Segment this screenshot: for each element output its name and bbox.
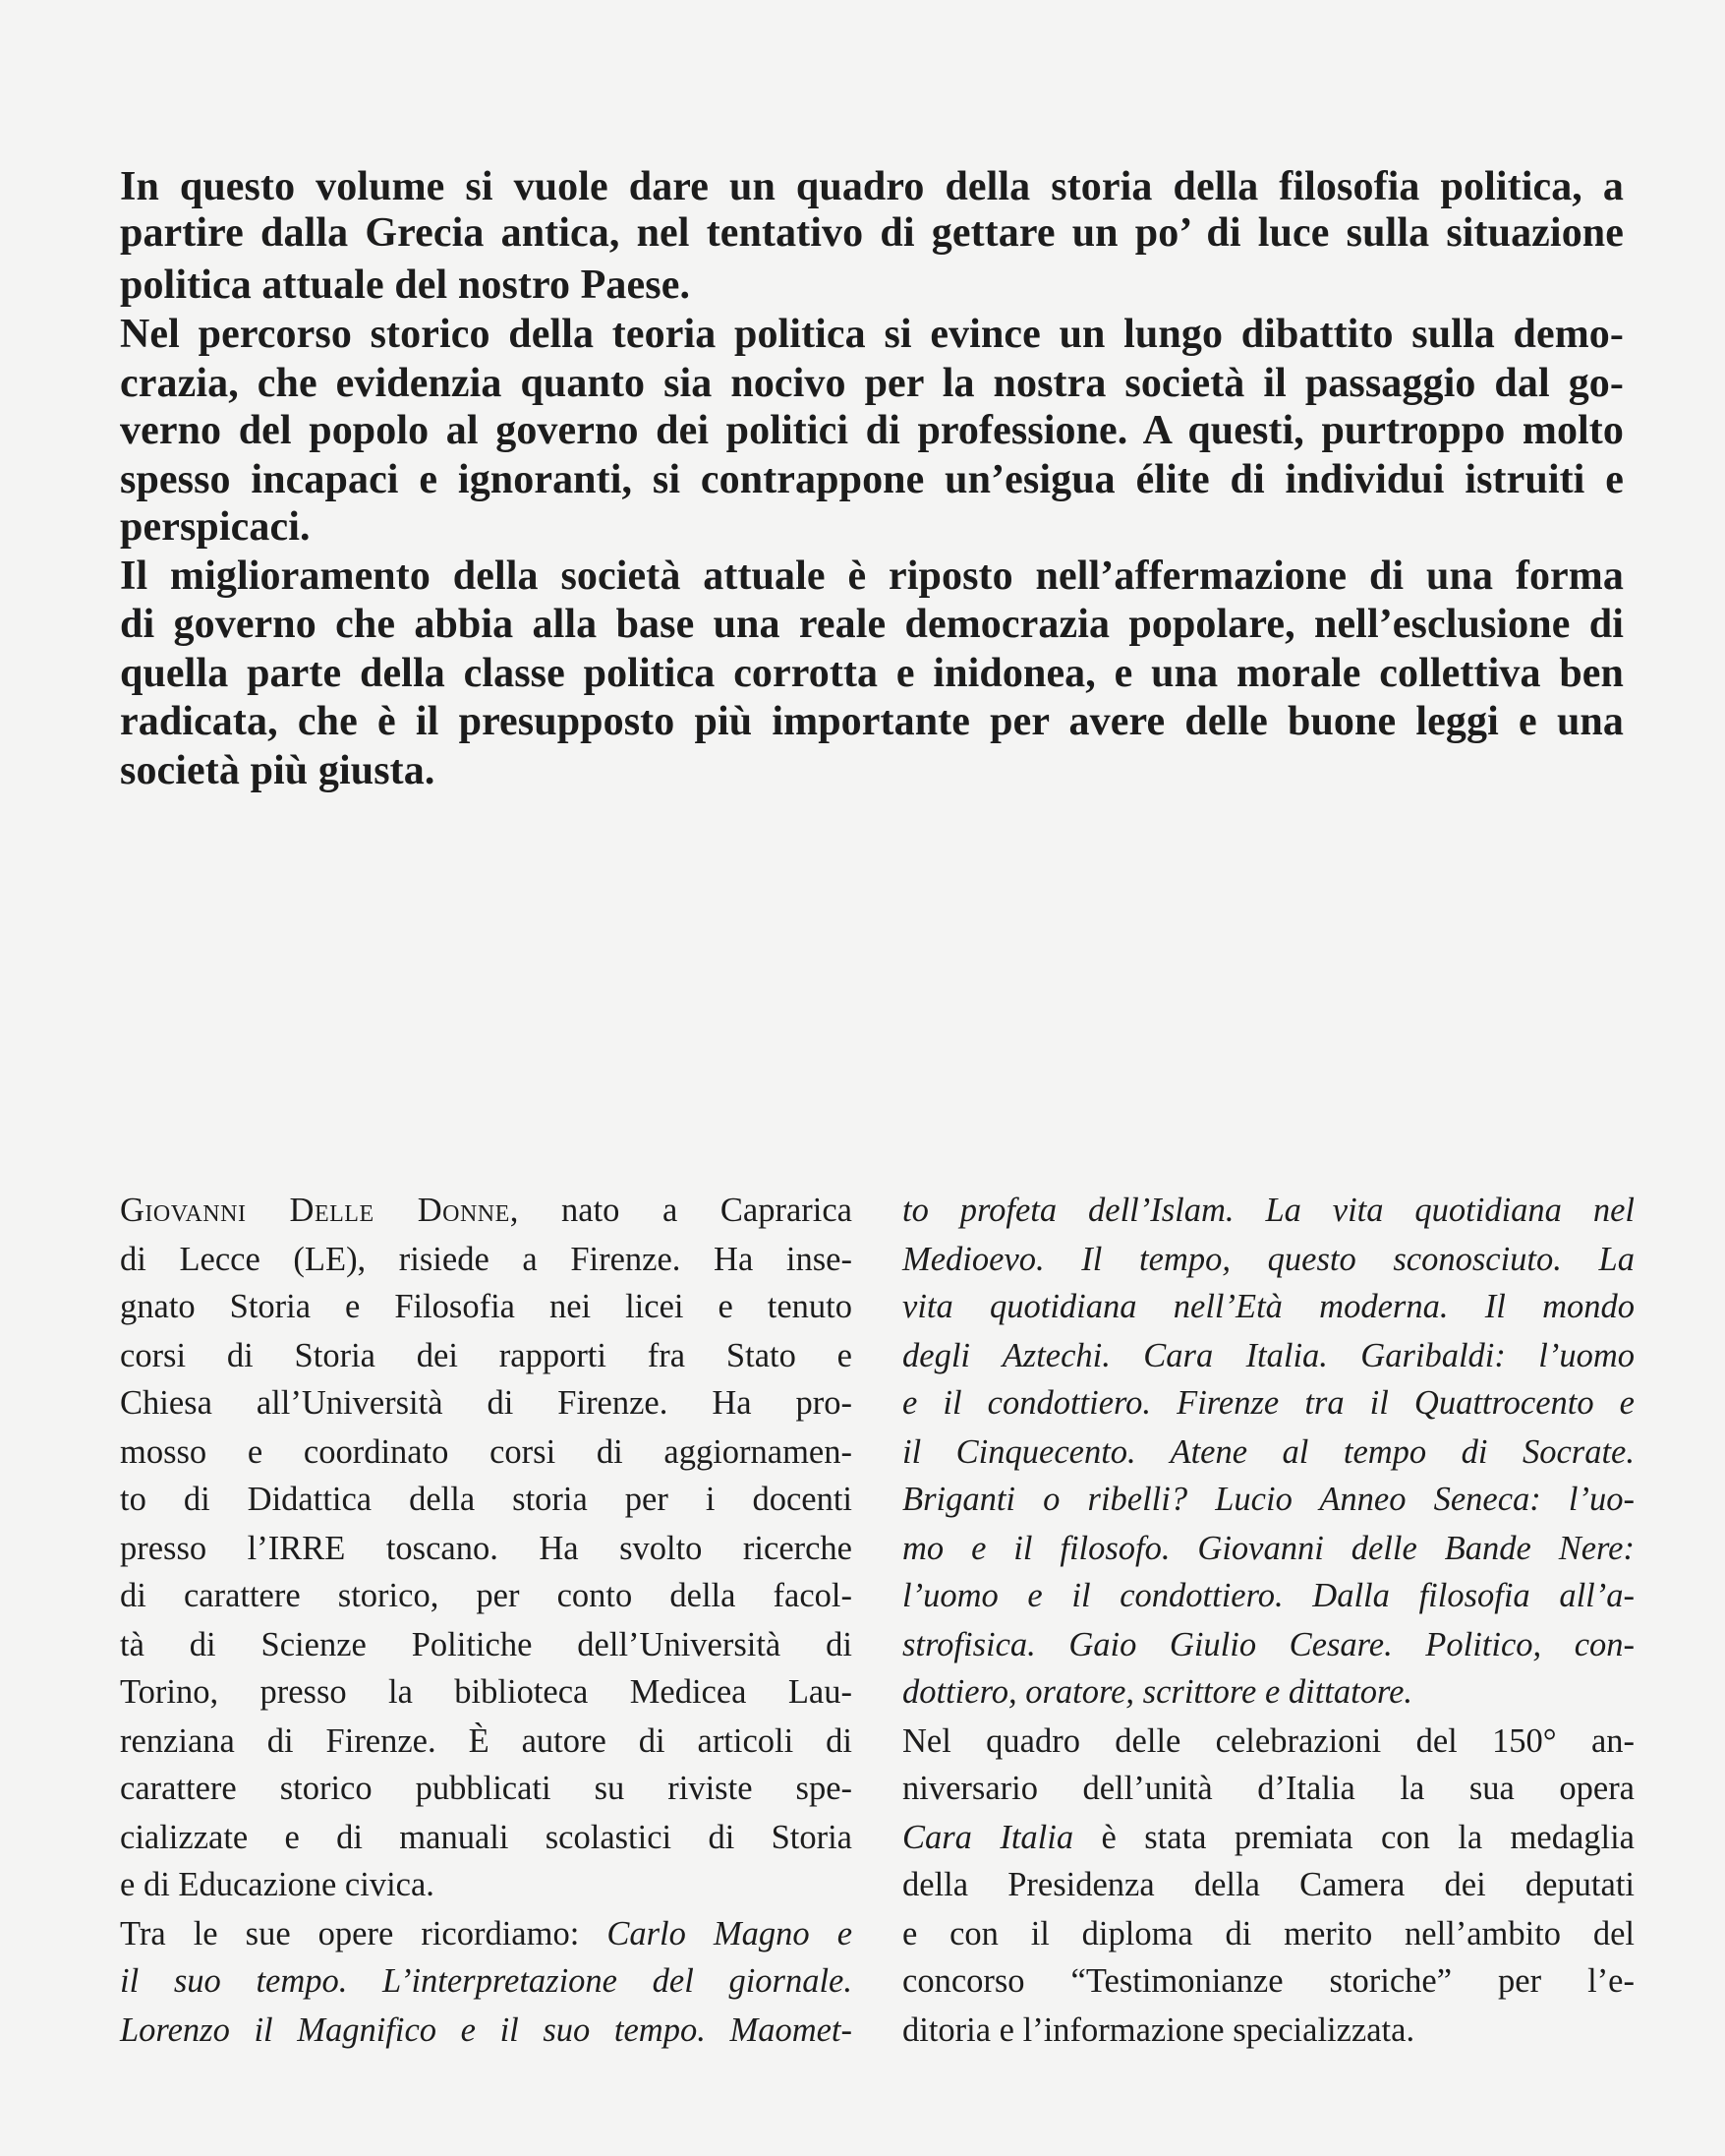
bio-line: strofisica. Gaio Giulio Cesare. Politico, con- [902, 1626, 1635, 1663]
bio-line: della Presidenza della Camera dei deputati [902, 1866, 1635, 1903]
abstract-line: Il miglioramento della società attuale è riposto nell’affermazione di una forma [120, 554, 1624, 599]
bio-line: mo e il filosofo. Giovanni delle Bande Nere: [902, 1530, 1635, 1567]
bio-line: Cara Italia è stata premiata con la medaglia [902, 1819, 1635, 1856]
bio-line: to profeta dell’Islam. La vita quotidiana nel [902, 1192, 1635, 1229]
bio-line: Chiesa all’Università di Firenze. Ha pro- [120, 1384, 852, 1422]
bio-line: niversario dell’unità d’Italia la sua opera [902, 1770, 1635, 1807]
bio-line: mosso e coordinato corsi di aggiornamen- [120, 1433, 852, 1471]
abstract-line: partire dalla Grecia antica, nel tentativo di gettare un po’ di luce sulla situazione [120, 210, 1624, 256]
bio-line: cializzate e di manuali scolastici di Storia [120, 1819, 852, 1856]
abstract-line: Nel percorso storico della teoria politica si evince un lungo dibattito sulla demo- [120, 312, 1624, 357]
bio-line: dottiero, oratore, scrittore e dittatore. [902, 1673, 1413, 1711]
bio-line: Medioevo. Il tempo, questo sconosciuto. La [902, 1241, 1635, 1278]
bio-line: Nel quadro delle celebrazioni del 150° an- [902, 1722, 1635, 1760]
abstract-line: politica attuale del nostro Paese. [120, 262, 691, 308]
abstract-line: In questo volume si vuole dare un quadro della storia della filosofia politica, a [120, 164, 1624, 209]
bio-line: Briganti o ribelli? Lucio Anneo Seneca: l’uo- [902, 1481, 1635, 1518]
abstract-line: quella parte della classe politica corrotta e inidonea, e una morale collettiva ben [120, 651, 1624, 696]
bio-line: Giovanni Delle Donne, nato a Caprarica [120, 1192, 852, 1229]
abstract-line: spesso incapaci e ignoranti, si contrappone un’esigua élite di individui istruiti e [120, 457, 1624, 502]
bio-line: Tra le sue opere ricordiamo: Carlo Magno e [120, 1915, 853, 1952]
bio-line: Lorenzo il Magnifico e il suo tempo. Maomet- [120, 2011, 852, 2049]
bio-line: presso l’IRRE toscano. Ha svolto ricerche [120, 1530, 852, 1567]
bio-line: il Cinquecento. Atene al tempo di Socrate. [902, 1433, 1635, 1471]
bio-line: gnato Storia e Filosofia nei licei e tenuto [120, 1288, 852, 1325]
bio-line: e di Educazione civica. [120, 1866, 434, 1903]
abstract-line: società più giusta. [120, 748, 435, 793]
bio-line: il suo tempo. L’interpretazione del giornale. [120, 1962, 852, 2000]
bio-line: Torino, presso la biblioteca Medicea Lau- [120, 1673, 852, 1711]
bio-line: e il condottiero. Firenze tra il Quattrocento e [902, 1384, 1635, 1422]
bio-line: concorso “Testimonianze storiche” per l’e- [902, 1962, 1635, 2000]
bio-line: to di Didattica della storia per i docenti [120, 1481, 852, 1518]
bio-line: tà di Scienze Politiche dell’Università di [120, 1626, 852, 1663]
bio-line: vita quotidiana nell’Età moderna. Il mondo [902, 1288, 1635, 1325]
abstract-line: crazia, che evidenzia quanto sia nocivo per la nostra società il passaggio dal go- [120, 361, 1624, 406]
award-book-title: Cara Italia [902, 1819, 1074, 1856]
bio-line: e con il diploma di merito nell’ambito del [902, 1915, 1635, 1952]
bio-line: renziana di Firenze. È autore di articoli di [120, 1722, 852, 1760]
bio-line: ditoria e l’informazione specializzata. [902, 2011, 1415, 2049]
bio-line: carattere storico pubblicati su riviste spe- [120, 1770, 852, 1807]
bio-line: l’uomo e il condottiero. Dalla filosofia all’a- [902, 1577, 1635, 1614]
bio-line: di Lecce (LE), risiede a Firenze. Ha inse- [120, 1241, 852, 1278]
bio-line: corsi di Storia dei rapporti fra Stato e [120, 1337, 852, 1374]
abstract-line: perspicaci. [120, 504, 311, 550]
bio-line: degli Aztechi. Cara Italia. Garibaldi: l’uomo [902, 1337, 1635, 1374]
abstract-line: di governo che abbia alla base una reale democrazia popolare, nell’esclusione di [120, 602, 1624, 647]
bio-line: di carattere storico, per conto della facol- [120, 1577, 852, 1614]
author-name: Giovanni Delle Donne [120, 1192, 510, 1229]
works-title: Carlo Magno e [606, 1915, 853, 1952]
abstract-line: radicata, che è il presupposto più importante per avere delle buone leggi e una [120, 699, 1624, 744]
abstract-line: verno del popolo al governo dei politici di professione. A questi, purtroppo molto [120, 408, 1624, 453]
